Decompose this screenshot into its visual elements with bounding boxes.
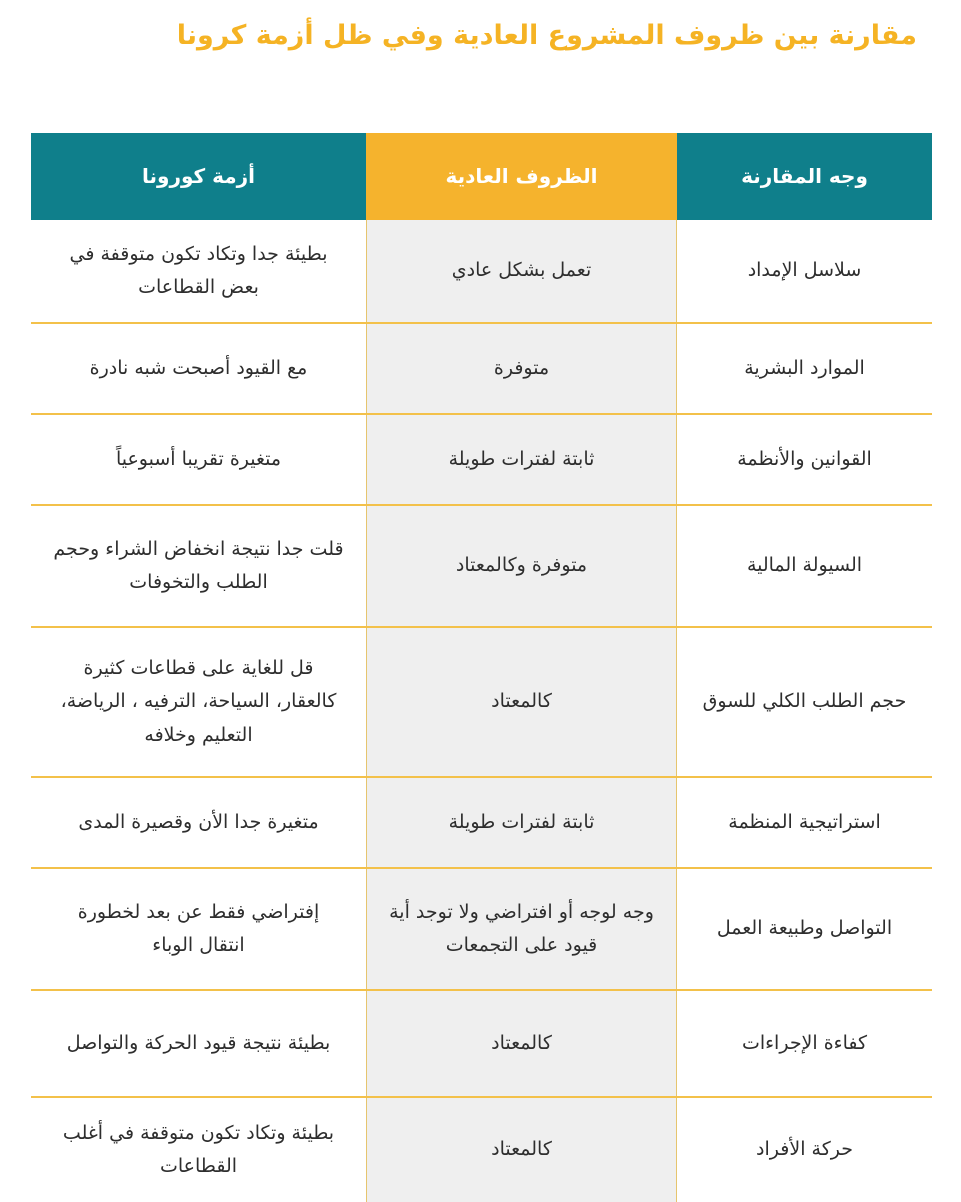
cell-corona: قلت جدا نتيجة انخفاض الشراء وحجم الطلب والتخوفات xyxy=(53,537,344,593)
page-title: مقارنة بين ظروف المشروع العادية وفي ظل أزمة كرونا xyxy=(176,20,917,51)
cell-normal: متوفرة xyxy=(366,324,677,413)
cell-normal: كالمعتاد xyxy=(366,1098,677,1202)
cell-normal: ثابتة لفترات طويلة xyxy=(366,415,677,504)
header-normal: الظروف العادية xyxy=(366,133,677,220)
cell-aspect: الموارد البشرية xyxy=(744,356,865,379)
cell-normal: كالمعتاد xyxy=(366,628,677,776)
cell-aspect: التواصل وطبيعة العمل xyxy=(716,917,893,940)
cell-corona: بطيئة وتكاد تكون متوقفة في أغلب القطاعات xyxy=(62,1121,335,1177)
cell-aspect: السيولة المالية xyxy=(746,554,863,577)
table-row xyxy=(31,506,932,628)
cell-corona: متغيرة تقريبا أسبوعياً xyxy=(115,447,282,470)
cell-corona: قل للغاية على قطاعات كثيرة كالعقار، السياحة، الترفيه ، الرياضة، التعليم وخلافه xyxy=(60,657,337,746)
cell-aspect: حركة الأفراد xyxy=(756,1138,853,1161)
cell-normal: كالمعتاد xyxy=(366,991,677,1096)
cell-normal: تعمل بشكل عادي xyxy=(366,220,677,322)
cell-normal: متوفرة وكالمعتاد xyxy=(366,506,677,626)
cell-aspect: استراتيجية المنظمة xyxy=(728,810,881,833)
cell-corona: بطيئة جدا وتكاد تكون متوقفة في بعض القطاعات xyxy=(69,242,328,298)
table-row xyxy=(31,991,932,1098)
cell-aspect: سلاسل الإمداد xyxy=(747,259,862,282)
table-row xyxy=(31,324,932,415)
cell-aspect: حجم الطلب الكلي للسوق xyxy=(702,690,907,713)
header-aspect: وجه المقارنة xyxy=(677,133,932,220)
comparison-table xyxy=(31,133,932,1202)
table-row xyxy=(31,1098,932,1202)
cell-aspect: كفاءة الإجراءات xyxy=(741,1031,868,1054)
cell-corona: بطيئة نتيجة قيود الحركة والتواصل xyxy=(66,1031,331,1054)
table-row xyxy=(31,220,932,324)
table-row xyxy=(31,415,932,506)
cell-normal: ثابتة لفترات طويلة xyxy=(366,778,677,867)
header-corona: أزمة كورونا xyxy=(31,133,366,220)
table-header-row xyxy=(31,133,932,220)
table-row xyxy=(31,869,932,991)
cell-corona: إفتراضي فقط عن بعد لخطورة انتقال الوباء xyxy=(77,900,320,956)
cell-normal: وجه لوجه أو افتراضي ولا توجد أية قيود على التجمعات xyxy=(366,869,677,989)
cell-corona: مع القيود أصبحت شبه نادرة xyxy=(89,356,308,379)
cell-aspect: القوانين والأنظمة xyxy=(737,447,872,470)
table-row xyxy=(31,778,932,869)
cell-corona: متغيرة جدا الأن وقصيرة المدى xyxy=(78,810,319,833)
table-row xyxy=(31,628,932,778)
